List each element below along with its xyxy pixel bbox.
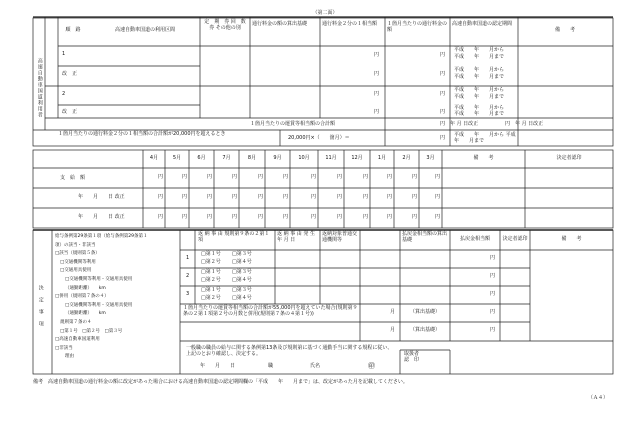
period-2b-to: 平成 年 月まで [454, 111, 505, 117]
total-label: １箇月当たりの運賃等相当額の合計額 [250, 121, 336, 127]
month-yen-cell: 円 [363, 174, 369, 180]
month-yen-cell: 円 [258, 174, 264, 180]
refund-row-2-a: □第１号 [201, 269, 221, 275]
refund-row-3-number: 3 [186, 291, 190, 297]
month-yen-cell: 円 [311, 214, 317, 220]
decision-item-6: （通勤距離） km [65, 285, 106, 291]
refund-row-3-b: □第３号 [232, 287, 252, 293]
total-yen-2: 円 年 月 日改正 [505, 121, 544, 127]
refund-row-3-c: □第２号 [201, 295, 221, 301]
refund-row-1-c: □第２号 [201, 259, 221, 265]
decision-item-4: □交通用具使用 [60, 268, 92, 274]
period-2-from: 平成 年 月から [454, 87, 505, 93]
sec1-side-label: 高速自動車国道利用者 [36, 58, 43, 118]
row-1-number: 1 [62, 51, 66, 57]
month-yen-cell: 円 [311, 194, 317, 200]
month-yen-cell: 円 [435, 214, 441, 220]
period-2b-from: 平成 年 月から [454, 105, 505, 111]
half-yen-2: 円 [374, 91, 380, 97]
refund-row-1-b: □第３号 [232, 251, 252, 257]
excess-yen: 円 [440, 135, 446, 141]
decision-item-7: □併用（規則第７条の４） [55, 294, 109, 300]
decision-item-3: □交通機関等利用 [60, 259, 96, 265]
month-yen-cell: 円 [387, 194, 393, 200]
month-yen-cell: 円 [412, 174, 418, 180]
decision-item-0: 給与条例第29条第１項（給与条例第29条第１ [55, 234, 148, 239]
sec3-header-note: 備 考 [561, 236, 582, 242]
row-2-change: 改 正 [62, 109, 78, 115]
decision-item-8: □交通機関等利用・交通用具使用 [65, 302, 133, 308]
month-yen-cell: 円 [283, 174, 289, 180]
refund-row-1-d: □第４号 [232, 259, 252, 265]
row-2-number: 2 [62, 91, 66, 97]
half-yen-1: 円 [374, 52, 380, 58]
refund-row-2-yen: 円 [490, 273, 496, 279]
sec3-header-amount: 払戻金相当額 [459, 236, 490, 242]
excess-yen-1: 円 [490, 309, 496, 315]
half-yen-1b: 円 [374, 71, 380, 77]
month-2: 2月 [402, 155, 411, 161]
refund-row-3-yen: 円 [490, 291, 496, 297]
month-8: 8月 [247, 155, 257, 161]
month-yen-cell: 円 [311, 174, 317, 180]
refund-row-2-d: □第４号 [232, 277, 252, 283]
paper-size: （Ａ４） [588, 395, 609, 401]
month-yen-cell: 円 [337, 194, 343, 200]
month-yen-cell: 円 [363, 194, 369, 200]
declaration-text: 一般職の職員の給与に関する条例第13条及び規則第に基づく通勤手当に関する規程に従い、上記のとおり確認し、決定する。 [186, 345, 393, 357]
month-12: 12月 [351, 155, 363, 161]
footer-note: 備考 高速自動車国道の通行料金の額に改定があった場合における高速自動車国道の認定期間欄の「平成 年 月まで」は、改定があった月を記載してください。 [33, 379, 408, 385]
monthly-yen-2: 円 [440, 91, 446, 97]
handler-seal-label: 取扱者 認 印 [404, 351, 420, 363]
excess-refund-text: １箇月当たりの運賃等相当額の合計額が55,000円を超えていた場合(規則第９条の２第１項第２号の月数と併用(規則第７条の４第１号)) [183, 305, 358, 317]
header-half: 通行料金２分の１相当額 [322, 21, 378, 27]
pay-label: 支 給 額 [60, 175, 86, 181]
excess-label: １箇月当たりの通行料金２分の１相当額の合計額が20,000円を超えるとき [58, 131, 226, 137]
month-1: 1月 [377, 155, 387, 161]
extra-basis-1: （算出基礎） [410, 309, 441, 315]
excess-month-2: 月 [390, 327, 396, 333]
month-yen-cell: 円 [435, 194, 441, 200]
extra-basis-2: （算出基礎） [410, 327, 441, 333]
sec2-header-note: 備 考 [473, 155, 494, 161]
month-10: 10月 [298, 155, 310, 161]
header-order: 順 路 [65, 27, 81, 33]
monthly-yen-2b: 円 [440, 109, 446, 115]
refund-row-3-a: □第１号 [201, 287, 221, 293]
header-monthly: １箇月当たりの通行料金の額 [387, 21, 448, 33]
refund-row-1-a: □第１号 [201, 251, 221, 257]
month-5: 5月 [172, 155, 182, 161]
decision-item-10: 規則第７条の４ [60, 319, 92, 325]
month-yen-cell: 円 [232, 194, 238, 200]
change-label-2: 年 月 日 改正 [78, 214, 125, 220]
refund-row-3-d: □第４号 [232, 295, 252, 301]
sec2-header-decider: 決定者認印 [556, 155, 582, 161]
month-yen-cell: 円 [232, 174, 238, 180]
header-fixed: 定 期 券 回 数 券 その他の別 [204, 19, 251, 31]
sec3-header-basis: 払戻金相当額の算出基礎 [402, 231, 448, 243]
sec3-header-refund: 返 納 事 由 規則第９条の２第１項 [198, 231, 270, 243]
header-cert: 高速自動車国道の認定期間 [452, 21, 513, 27]
period-1-to: 平成 年 月まで [454, 54, 505, 60]
month-yen-cell: 円 [207, 194, 213, 200]
sec3-header-date: 返 納 事 由 発 生 年 月 日 [277, 231, 315, 243]
half-yen-2b: 円 [374, 109, 380, 115]
month-yen-cell: 円 [232, 214, 238, 220]
declaration-date: 年 月 日 [200, 363, 236, 369]
decision-item-5: □交通機関等利用・交通用具使用 [65, 276, 133, 282]
month-yen-cell: 円 [182, 174, 188, 180]
period-1-from: 平成 年 月から [454, 47, 505, 53]
decision-item-2: □該当（規則第５条） [55, 251, 100, 257]
row-1-change: 改 正 [62, 71, 78, 77]
decision-item-13: □非該当 [55, 345, 73, 351]
refund-row-2-number: 2 [186, 273, 190, 279]
month-yen-cell: 円 [363, 214, 369, 220]
month-yen-cell: 円 [158, 194, 164, 200]
month-7: 7月 [222, 155, 231, 161]
month-11: 11月 [325, 155, 337, 161]
form-page-label: （第二面） [312, 10, 338, 16]
excess-yen-2: 円 [490, 327, 496, 333]
month-yen-cell: 円 [182, 214, 188, 220]
declaration-seal: ㊞ [368, 362, 375, 370]
period-1b-from: 平成 年 月から [454, 67, 505, 73]
decision-item-12: □高速自動車国道利用 [55, 337, 100, 343]
refund-row-1-yen: 円 [490, 255, 496, 261]
excess-period: 平成 年 月から 平成 年 月まで [454, 132, 526, 144]
decision-item-1: 項）の該当・非該当 [55, 242, 96, 248]
period-2-to: 平成 年 月まで [454, 94, 505, 100]
month-yen-cell: 円 [158, 214, 164, 220]
sec3-side-label: 決 定 事 項 [37, 285, 44, 327]
month-yen-cell: 円 [337, 174, 343, 180]
refund-row-2-b: □第３号 [232, 269, 252, 275]
excess-month-1: 月 [390, 309, 396, 315]
decision-items [55, 233, 147, 362]
header-section: 高速自動車国道の利用区間 [114, 27, 175, 33]
month-6: 6月 [197, 155, 206, 161]
monthly-yen-1b: 円 [440, 71, 446, 77]
total-yen: 円 年 月 日改正 [440, 121, 479, 127]
month-9: 9月 [273, 155, 282, 161]
month-yen-cell: 円 [182, 194, 188, 200]
refund-row-2-c: □第２号 [201, 277, 221, 283]
decision-item-11: □第１号 □第２号 □第３号 [60, 328, 123, 334]
declaration-name: 氏名 [310, 363, 321, 369]
month-yen-cell: 円 [158, 174, 164, 180]
month-yen-cell: 円 [337, 214, 343, 220]
header-note: 備 考 [554, 27, 575, 33]
month-yen-cell: 円 [207, 214, 213, 220]
monthly-yen-1: 円 [440, 52, 446, 58]
month-4: 4月 [149, 155, 159, 161]
decision-item-9: （通勤距離） km [65, 311, 106, 317]
month-yen-cell: 円 [435, 174, 441, 180]
sec3-header-transport: 返納対象普通交通機関等 [322, 231, 358, 243]
header-toll: 通行料金の額の算出基礎 [252, 21, 308, 27]
month-yen-cell: 円 [283, 214, 289, 220]
month-yen-cell: 円 [258, 194, 264, 200]
decision-item-14: 理由 [65, 354, 74, 360]
declaration-position: 職 [268, 363, 274, 369]
month-yen-cell: 円 [283, 194, 289, 200]
month-yen-cell: 円 [207, 174, 213, 180]
period-1b-to: 平成 年 月まで [454, 74, 505, 80]
month-yen-cell: 円 [412, 194, 418, 200]
month-yen-cell: 円 [258, 214, 264, 220]
month-yen-cell: 円 [387, 174, 393, 180]
month-3: 3月 [426, 155, 435, 161]
month-yen-cell: 円 [387, 214, 393, 220]
sec3-header-decider: 決定者認印 [502, 236, 528, 242]
change-label-1: 年 月 日 改正 [78, 194, 125, 200]
refund-row-1-number: 1 [186, 255, 190, 261]
month-yen-cell: 円 [412, 214, 418, 220]
excess-calc: 20,000円×（ 箇月）＝ [288, 135, 350, 141]
